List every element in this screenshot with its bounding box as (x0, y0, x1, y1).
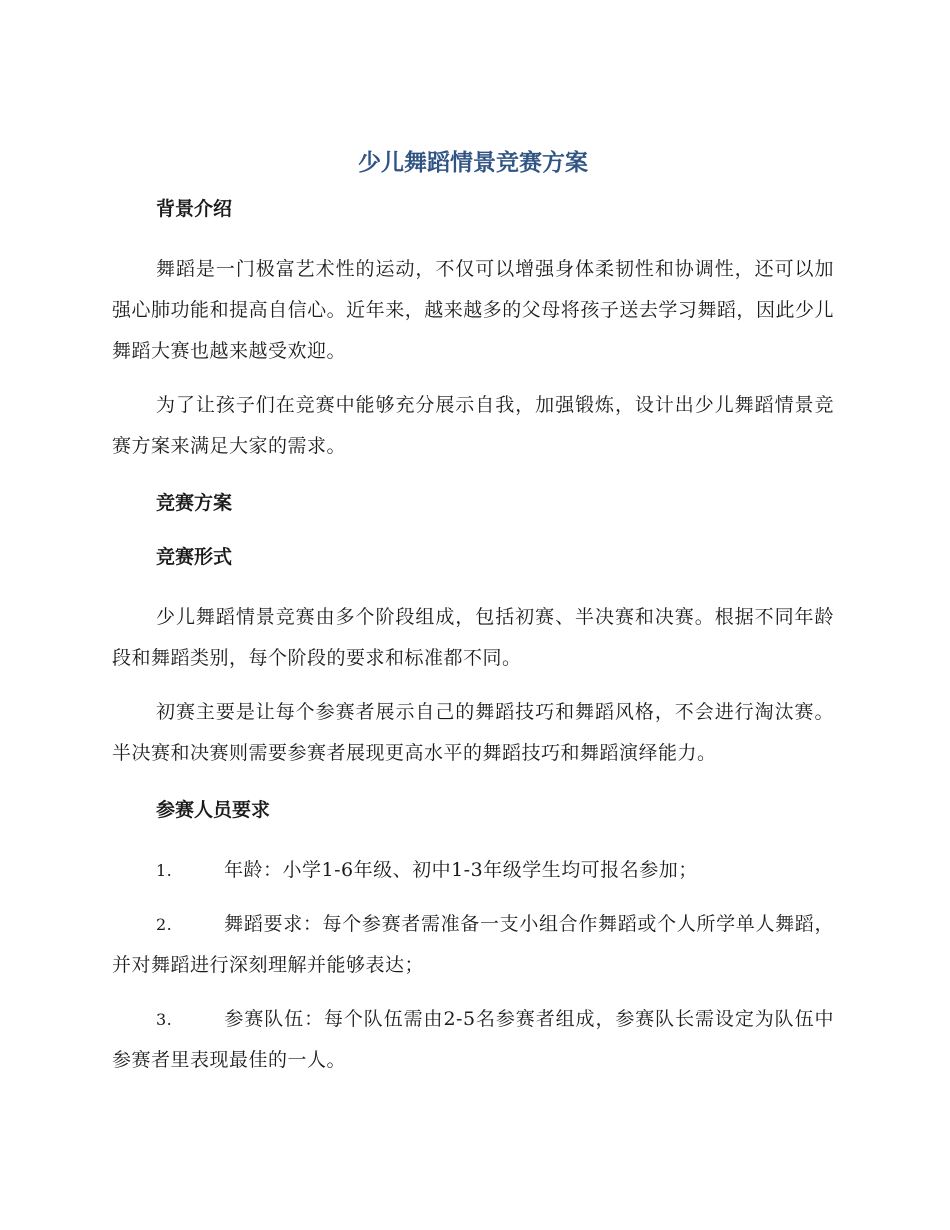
list-item (112, 850, 834, 891)
heading-plan: 竞赛方案 (156, 492, 233, 514)
heading-background: 背景介绍 (156, 198, 233, 220)
list-item (112, 904, 834, 986)
paragraph-format-2: 初赛主要是让每个参赛者展示自己的舞蹈技巧和舞蹈风格，不会进行淘汰赛。半决赛和决赛则需要参赛者展现更高水平的舞蹈技巧和舞蹈演绎能力。 (112, 701, 834, 764)
document-title: 少儿舞蹈情景竞赛方案 (358, 150, 588, 176)
heading-requirements: 参赛人员要求 (156, 799, 271, 821)
list-item-text: 参赛队伍：每个队伍需由2-5名参赛者组成，参赛队长需设定为队伍中参赛者里表现最佳的一人。 (112, 1008, 834, 1071)
paragraph-background-1: 舞蹈是一门极富艺术性的运动，不仅可以增强身体柔韧性和协调性，还可以加强心肺功能和提高自信心。近年来，越来越多的父母将孩子送去学习舞蹈，因此少儿舞蹈大赛也越来越受欢迎。 (112, 258, 834, 362)
list-item-text: 舞蹈要求：每个参赛者需准备一支小组合作舞蹈或个人所学单人舞蹈，并对舞蹈进行深刻理解并能够表达； (112, 913, 834, 976)
paragraph-format-1: 少儿舞蹈情景竞赛由多个阶段组成，包括初赛、半决赛和决赛。根据不同年龄段和舞蹈类别，每个阶段的要求和标准都不同。 (112, 606, 834, 669)
paragraph-background-2: 为了让孩子们在竞赛中能够充分展示自我，加强锻炼，设计出少儿舞蹈情景竞赛方案来满足大家的需求。 (112, 394, 834, 457)
heading-format: 竞赛形式 (156, 546, 233, 568)
list-item-number: 2. (156, 915, 173, 934)
document-page (112, 145, 834, 1094)
list-item-number: 1. (156, 861, 173, 880)
list-item-number: 3. (156, 1010, 173, 1029)
list-item (112, 999, 834, 1081)
list-item-text: 年龄：小学1-6年级、初中1-3年级学生均可报名参加； (224, 859, 698, 881)
